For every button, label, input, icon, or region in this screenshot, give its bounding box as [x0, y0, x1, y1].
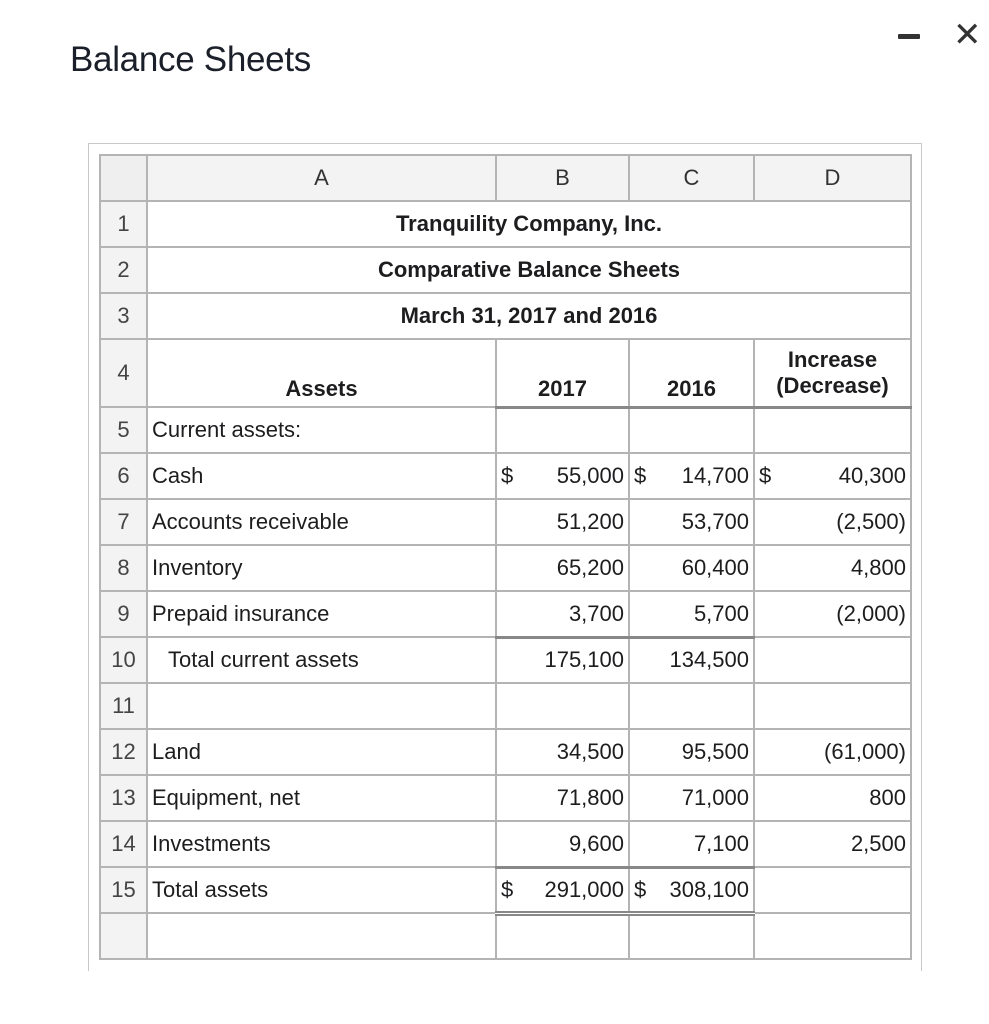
- equipment-change[interactable]: 800: [754, 775, 911, 821]
- row-label[interactable]: Land: [147, 729, 496, 775]
- total-assets-2016[interactable]: [629, 867, 754, 913]
- close-icon[interactable]: ✕: [953, 16, 982, 54]
- land-2017[interactable]: 34,500: [496, 729, 629, 775]
- column-header-b[interactable]: B: [496, 155, 629, 201]
- table-row: [100, 407, 911, 453]
- cell[interactable]: [629, 407, 754, 453]
- row-label[interactable]: Accounts receivable: [147, 499, 496, 545]
- cash-change[interactable]: [754, 453, 911, 499]
- total-current-2017[interactable]: 175,100: [496, 637, 629, 683]
- row-number[interactable]: 11: [100, 683, 147, 729]
- row-label[interactable]: Current assets:: [147, 407, 496, 453]
- ar-2016[interactable]: 53,700: [629, 499, 754, 545]
- row-label[interactable]: Total assets: [147, 867, 496, 913]
- row-label[interactable]: Equipment, net: [147, 775, 496, 821]
- column-header-a[interactable]: A: [147, 155, 496, 201]
- total-current-2016[interactable]: 134,500: [629, 637, 754, 683]
- assets-header: Assets: [147, 339, 496, 407]
- row-number[interactable]: 4: [100, 339, 147, 407]
- ar-2017[interactable]: 51,200: [496, 499, 629, 545]
- row-number[interactable]: 12: [100, 729, 147, 775]
- table-row: [100, 729, 911, 775]
- table-row: [100, 775, 911, 821]
- table-row: [100, 453, 911, 499]
- spreadsheet-frame: [88, 143, 922, 971]
- column-header-d[interactable]: D: [754, 155, 911, 201]
- prepaid-2016[interactable]: 5,700: [629, 591, 754, 637]
- table-row: [100, 247, 911, 293]
- prepaid-2017[interactable]: 3,700: [496, 591, 629, 637]
- row-label[interactable]: Cash: [147, 453, 496, 499]
- cell[interactable]: [754, 407, 911, 453]
- row-number[interactable]: 3: [100, 293, 147, 339]
- column-header-row: [100, 155, 911, 201]
- cash-2017[interactable]: [496, 453, 629, 499]
- cell[interactable]: [147, 683, 496, 729]
- corner-cell[interactable]: [100, 155, 147, 201]
- inventory-2016[interactable]: 60,400: [629, 545, 754, 591]
- equipment-2017[interactable]: 71,800: [496, 775, 629, 821]
- value: 14,700: [681, 463, 749, 488]
- ar-change[interactable]: (2,500): [754, 499, 911, 545]
- table-row: [100, 545, 911, 591]
- change-header: [754, 339, 911, 407]
- investments-2017[interactable]: 9,600: [496, 821, 629, 867]
- cell[interactable]: [754, 913, 911, 959]
- cell[interactable]: [496, 683, 629, 729]
- year-2016-header: 2016: [629, 339, 754, 407]
- cell[interactable]: [629, 913, 754, 959]
- row-number[interactable]: 9: [100, 591, 147, 637]
- currency-symbol: $: [634, 876, 647, 902]
- row-number[interactable]: 13: [100, 775, 147, 821]
- investments-2016[interactable]: 7,100: [629, 821, 754, 867]
- table-row: [100, 293, 911, 339]
- row-number[interactable]: 2: [100, 247, 147, 293]
- row-number[interactable]: 7: [100, 499, 147, 545]
- value: 55,000: [556, 463, 624, 488]
- equipment-2016[interactable]: 71,000: [629, 775, 754, 821]
- row-number[interactable]: 1: [100, 201, 147, 247]
- row-label[interactable]: Prepaid insurance: [147, 591, 496, 637]
- row-number[interactable]: 6: [100, 453, 147, 499]
- total-assets-2017[interactable]: [496, 867, 629, 913]
- table-row: [100, 683, 911, 729]
- investments-change[interactable]: 2,500: [754, 821, 911, 867]
- row-number[interactable]: 14: [100, 821, 147, 867]
- company-name: Tranquility Company, Inc.: [147, 201, 911, 247]
- value: 291,000: [544, 876, 624, 902]
- row-label[interactable]: Investments: [147, 821, 496, 867]
- currency-symbol: $: [501, 463, 514, 488]
- land-change[interactable]: (61,000): [754, 729, 911, 775]
- cell[interactable]: [754, 683, 911, 729]
- cell[interactable]: [147, 913, 496, 959]
- row-label[interactable]: Total current assets: [147, 637, 496, 683]
- window-title: Balance Sheets: [70, 40, 311, 79]
- table-row: [100, 637, 911, 683]
- table-row: [100, 339, 911, 407]
- table-row: [100, 201, 911, 247]
- table-row: [100, 913, 911, 959]
- cash-2016[interactable]: [629, 453, 754, 499]
- year-2017-header: 2017: [496, 339, 629, 407]
- balance-sheet-table: [99, 154, 912, 960]
- cell[interactable]: [754, 867, 911, 913]
- cell[interactable]: [629, 683, 754, 729]
- minimize-icon[interactable]: [898, 34, 920, 39]
- change-header-line2: (Decrease): [776, 372, 889, 398]
- row-number[interactable]: 8: [100, 545, 147, 591]
- value: 308,100: [669, 876, 749, 902]
- change-header-line1: Increase: [787, 346, 878, 372]
- table-row: [100, 821, 911, 867]
- table-row: [100, 591, 911, 637]
- table-row: [100, 867, 911, 913]
- inventory-2017[interactable]: 65,200: [496, 545, 629, 591]
- statement-date: March 31, 2017 and 2016: [147, 293, 911, 339]
- currency-symbol: $: [634, 463, 647, 488]
- cell[interactable]: [496, 407, 629, 453]
- land-2016[interactable]: 95,500: [629, 729, 754, 775]
- row-number[interactable]: 10: [100, 637, 147, 683]
- row-label[interactable]: Inventory: [147, 545, 496, 591]
- cell[interactable]: [754, 637, 911, 683]
- value: 40,300: [838, 463, 906, 488]
- statement-title: Comparative Balance Sheets: [147, 247, 911, 293]
- row-number[interactable]: [100, 913, 147, 959]
- row-number[interactable]: 5: [100, 407, 147, 453]
- prepaid-change[interactable]: (2,000): [754, 591, 911, 637]
- inventory-change[interactable]: 4,800: [754, 545, 911, 591]
- column-header-c[interactable]: C: [629, 155, 754, 201]
- currency-symbol: $: [501, 876, 514, 902]
- cell[interactable]: [496, 913, 629, 959]
- currency-symbol: $: [759, 463, 772, 488]
- table-row: [100, 499, 911, 545]
- row-number[interactable]: 15: [100, 867, 147, 913]
